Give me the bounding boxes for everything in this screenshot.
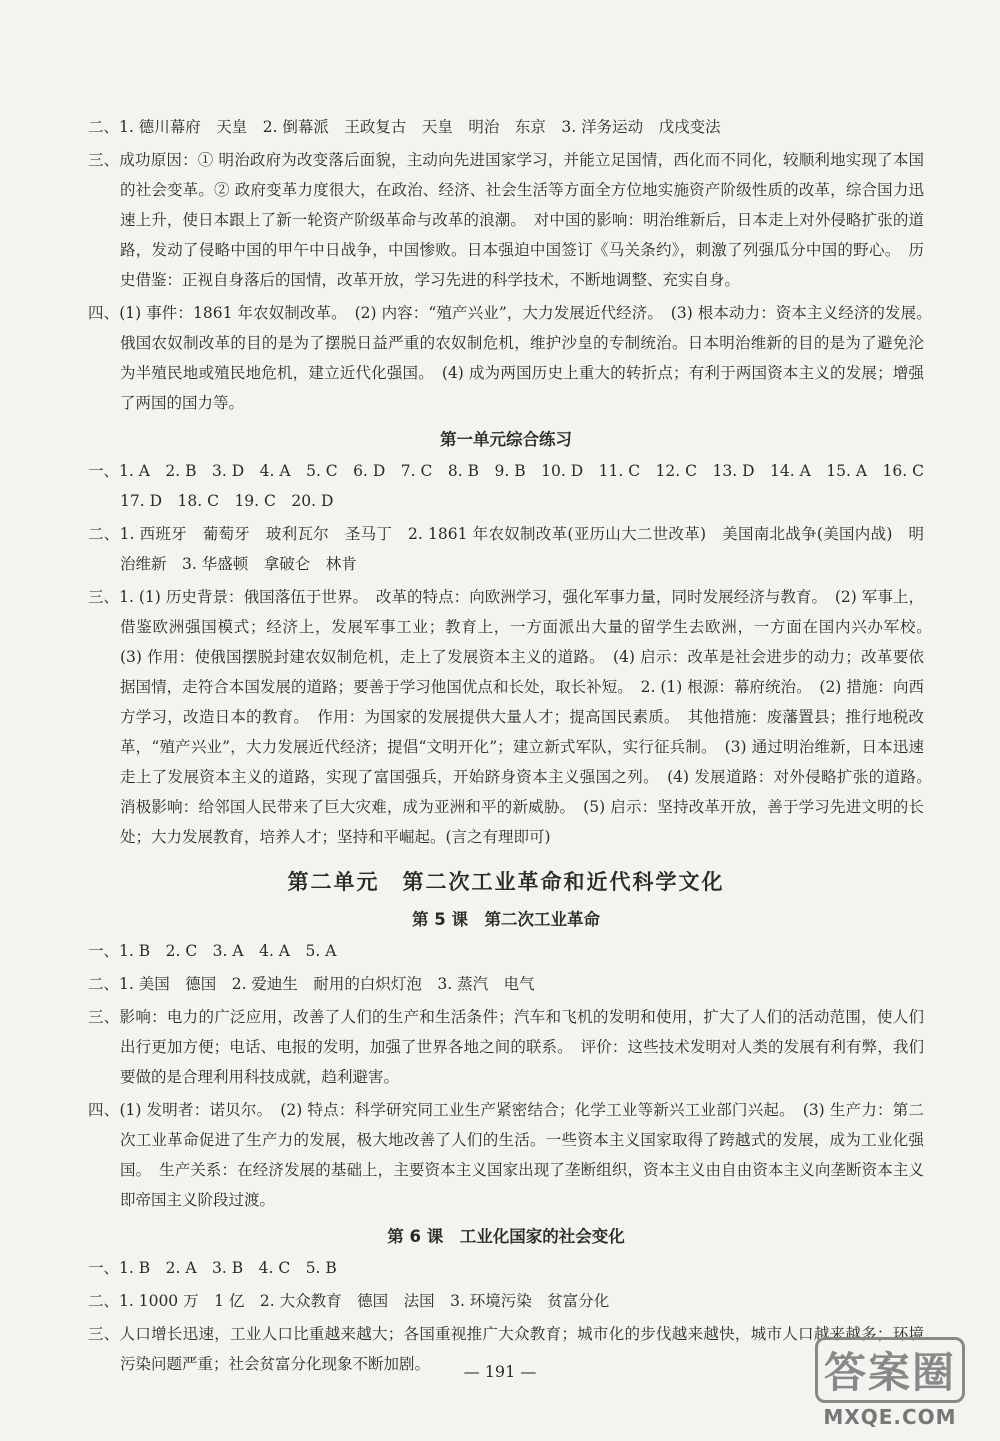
answer-paragraph: 三、1. (1) 历史背景：俄国落伍于世界。 改革的特点：向欧洲学习，强化军事力量，同时发展经济与教育。 (2) 军事上，借鉴欧洲强国模式；经济上，发展军事工业；教育上，一方面派出大量的留学生去欧洲，一方面在国内兴办军校。 (3) 作用：使俄国摆脱封建农奴制危机，走上了发展资本主义的道路。 (4) 启示：改革是社会进步的动力；改革要依据国情，走符合本国发展的道路；要善于学习他国优点和长处，取长补短。 2. (1) 根源：幕府统治。 (2) 措施：向西方学习，改造日本的教育。 作用：为国家的发展提供大量人才；提高国民素质。 其他措施：废藩置县；推行地税改革，“殖产兴业”，大力发展近代经济；提倡“文明开化”；建立新式军队，实行征兵制。 (3) 通过明治维新，日本迅速走上了发展资本主义的道路，实现了富国强兵，开始跻身资本主义强国之列。 (4) 发展道路：对外侵略扩张的道路。 消极影响：给邻国人民带来了巨大灾难，成为亚洲和平的新威胁。 (5) 启示：坚持改革开放，善于学习先进文明的长处；大力发展教育，培养人才；坚持和平崛起。(言之有理即可) (88, 588, 940, 846)
answer-paragraph: 二、1. 西班牙 葡萄牙 玻利瓦尔 圣马丁 2. 1861 年农奴制改革(亚历山大二世改革) 美国南北战争(美国内战) 明治维新 3. 华盛顿 拿破仑 林肯 (88, 525, 924, 573)
lesson-heading: 第 5 课 第二次工业革命 (412, 910, 600, 929)
answer-paragraph: 三、人口增长迅速，工业人口比重越来越大；各国重视推广大众教育；城市化的步伐越来越快，城市人口越来越多；环境污染问题严重；社会贫富分化现象不断加剧。 (88, 1325, 924, 1373)
lesson-heading: 第 6 课 工业化国家的社会变化 (387, 1227, 625, 1246)
watermark-url: MXQE.COM (823, 1405, 957, 1429)
answer-paragraph: 一、1. A 2. B 3. D 4. A 5. C 6. D 7. C 8. B 9. B 10. D 11. C 12. C 13. D 14. A 15. A 16. C 17. D 18. C 19. C 20. D (88, 462, 940, 510)
watermark-logo-text: 答案圈 (815, 1337, 965, 1403)
page-number: — 191 — (463, 1362, 537, 1381)
page-content (88, 112, 940, 1382)
answer-paragraph: 二、1. 德川幕府 天皇 2. 倒幕派 王政复古 天皇 明治 东京 3. 洋务运动 戊戌变法 (88, 118, 721, 136)
answer-paragraph: 二、1. 1000 万 1 亿 2. 大众教育 德国 法国 3. 环境污染 贫富分化 (88, 1292, 610, 1310)
answer-paragraph: 三、影响：电力的广泛应用，改善了人们的生产和生活条件；汽车和飞机的发明和使用，扩大了人们的活动范围，使人们出行更加方便；电话、电报的发明，加强了世界各地之间的联系。 评价：这些技术发明对人类的发展有利有弊，我们要做的是合理利用科技成就，趋利避害。 (88, 1008, 924, 1086)
answer-paragraph: 四、(1) 事件：1861 年农奴制改革。 (2) 内容：“殖产兴业”，大力发展近代经济。 (3) 根本动力：资本主义经济的发展。 俄国农奴制改革的目的是为了摆脱日益严重的农奴制危机，维护沙皇的专制统治。日本明治维新的目的是为了避免沦为半殖民地或殖民地危机，建立近代化强国。 (4) 成为两国历史上重大的转折点；有利于两国资本主义的发展；增强了两国的国力等。 (88, 304, 940, 412)
section-heading: 第一单元综合练习 (440, 430, 572, 449)
unit-title: 第二单元 第二次工业革命和近代科学文化 (287, 870, 725, 894)
answer-paragraph: 三、成功原因：① 明治政府为改变落后面貌，主动向先进国家学习，并能立足国情，西化而不同化，较顺利地实现了本国的社会变革。② 政府变革力度很大，在政治、经济、社会生活等方面全方位地实施资产阶级性质的改革，综合国力迅速上升，使日本跟上了新一轮资产阶级革命与改革的浪潮。 对中国的影响：明治维新后，日本走上对外侵略扩张的道路，发动了侵略中国的甲午中日战争，中国惨败。日本强迫中国签订《马关条约》，刺激了列强瓜分中国的野心。 历史借鉴：正视自身落后的国情，改革开放，学习先进的科学技术，不断地调整、充实自身。 (88, 151, 924, 289)
answer-paragraph: 一、1. B 2. C 3. A 4. A 5. A (88, 942, 337, 960)
answer-paragraph: 一、1. B 2. A 3. B 4. C 5. B (88, 1259, 337, 1277)
answer-paragraph: 二、1. 美国 德国 2. 爱迪生 耐用的白炽灯泡 3. 蒸汽 电气 (88, 975, 535, 993)
watermark-logo (800, 1337, 980, 1427)
answer-paragraph: 四、(1) 发明者：诺贝尔。 (2) 特点：科学研究同工业生产紧密结合；化学工业等新兴工业部门兴起。 (3) 生产力：第二次工业革命促进了生产力的发展，极大地改善了人们的生活。一些资本主义国家取得了跨越式的发展，成为工业化强国。 生产关系：在经济发展的基础上，主要资本主义国家出现了垄断组织，资本主义由自由资本主义向垄断资本主义即帝国主义阶段过渡。 (88, 1101, 924, 1209)
